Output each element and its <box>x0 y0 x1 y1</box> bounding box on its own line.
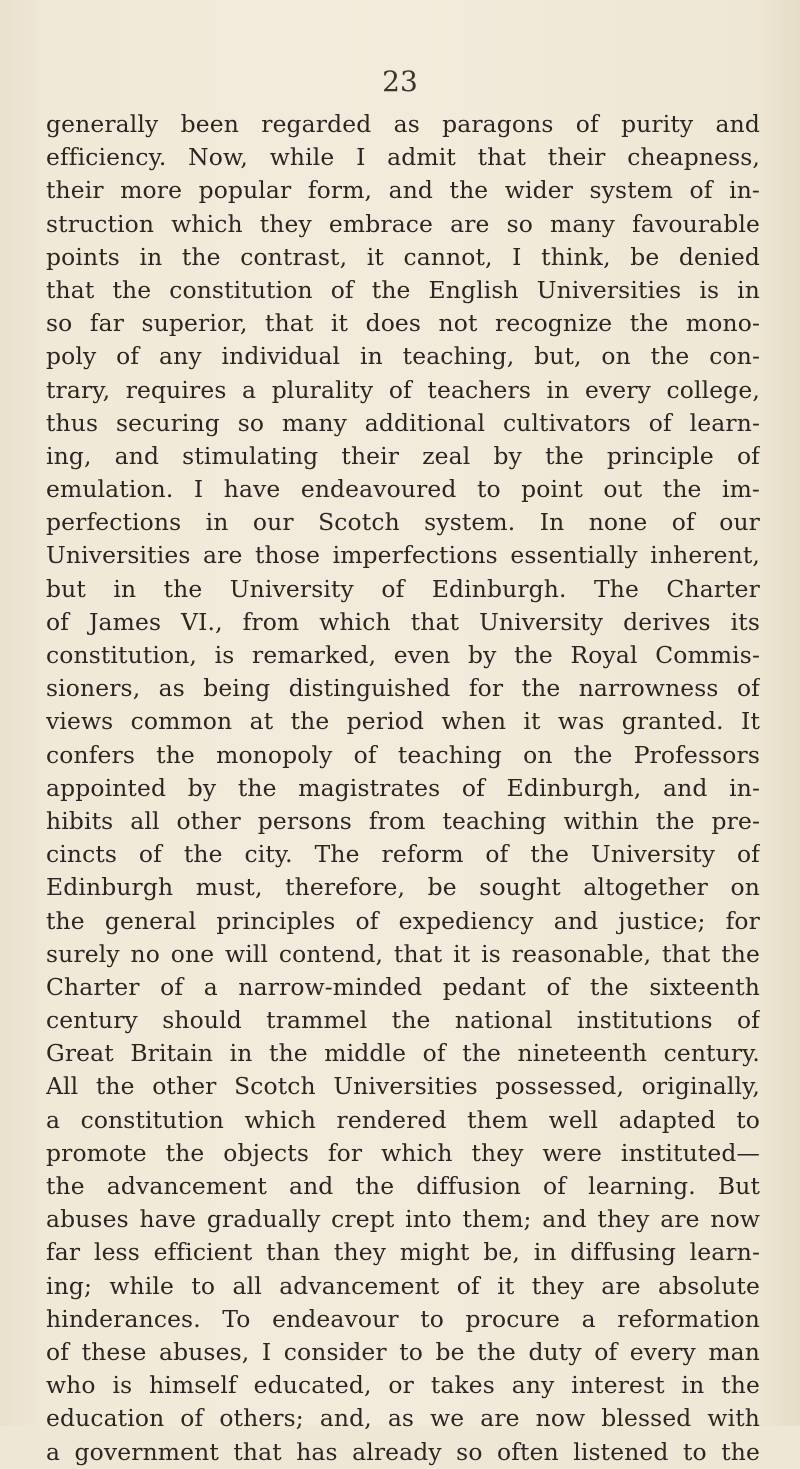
text-line: hibits all other persons from teaching within the pre- <box>46 806 760 835</box>
text-line: of James VI., from which that University derives its <box>46 607 760 636</box>
text-line: sioners, as being distinguished for the narrowness of <box>46 674 760 703</box>
text-line: cincts of the city. The reform of the University of <box>46 840 760 869</box>
text-line: Edinburgh must, therefore, be sought altogether on <box>46 873 760 902</box>
text-line: that the constitution of the English Universities is in <box>46 275 760 304</box>
text-line: views common at the period when it was granted. It <box>46 707 760 736</box>
text-line: but in the University of Edinburgh. The Charter <box>46 574 760 603</box>
text-line: thus securing so many additional cultivators of learn- <box>46 408 760 437</box>
page-number: 23 <box>382 65 418 98</box>
text-line: Great Britain in the middle of the nineteenth century. <box>46 1039 760 1068</box>
text-line: trary, requires a plurality of teachers in every college, <box>46 375 760 404</box>
text-line: All the other Scotch Universities possessed, originally, <box>46 1072 760 1101</box>
text-line: the general principles of expediency and justice; for <box>46 906 760 935</box>
text-line: promote the objects for which they were instituted— <box>46 1138 760 1167</box>
text-line: far less efficient than they might be, in diffusing learn- <box>46 1238 760 1267</box>
text-line: appointed by the magistrates of Edinburgh, and in- <box>46 773 760 802</box>
text-line: generally been regarded as paragons of purity and <box>46 110 760 138</box>
text-line: emulation. I have endeavoured to point out the im- <box>46 475 760 504</box>
text-line: so far superior, that it does not recognize the mono- <box>46 309 760 338</box>
text-line: the advancement and the diffusion of learning. But <box>46 1172 760 1200</box>
text-line: Charter of a narrow-minded pedant of the sixteenth <box>46 972 760 1001</box>
text-line: ing, and stimulating their zeal by the principle of <box>46 441 760 470</box>
text-line: confers the monopoly of teaching on the Professors <box>46 740 760 769</box>
text-line: a constitution which rendered them well adapted to <box>46 1105 760 1134</box>
text-line: efficiency. Now, while I admit that their cheapness, <box>46 143 760 172</box>
body-text <box>46 108 760 1469</box>
text-line: education of others; and, as we are now blessed with <box>46 1404 760 1433</box>
text-line: struction which they embrace are so many favourable <box>46 209 760 238</box>
text-line: poly of any individual in teaching, but, on the con- <box>46 342 760 371</box>
text-line: abuses have gradually crept into them; and they are now <box>46 1205 760 1234</box>
text-line: constitution, is remarked, even by the Royal Commis- <box>46 641 760 669</box>
text-line: points in the contrast, it cannot, I think, be denied <box>46 242 760 271</box>
text-line: hinderances. To endeavour to procure a reformation <box>46 1304 760 1333</box>
text-line: their more popular form, and the wider system of in- <box>46 176 760 205</box>
text-line: a government that has already so often listened to the <box>46 1437 760 1466</box>
text-line: century should trammel the national institutions of <box>46 1006 760 1035</box>
text-line: who is himself educated, or takes any interest in the <box>46 1371 760 1400</box>
text-line: Universities are those imperfections essentially inherent, <box>46 541 760 570</box>
text-line: surely no one will contend, that it is reasonable, that the <box>46 939 760 968</box>
text-line: ing; while to all advancement of it they are absolute <box>46 1271 760 1300</box>
text-line: perfections in our Scotch system. In none of our <box>46 508 760 537</box>
text-line: of these abuses, I consider to be the duty of every man <box>46 1337 760 1366</box>
